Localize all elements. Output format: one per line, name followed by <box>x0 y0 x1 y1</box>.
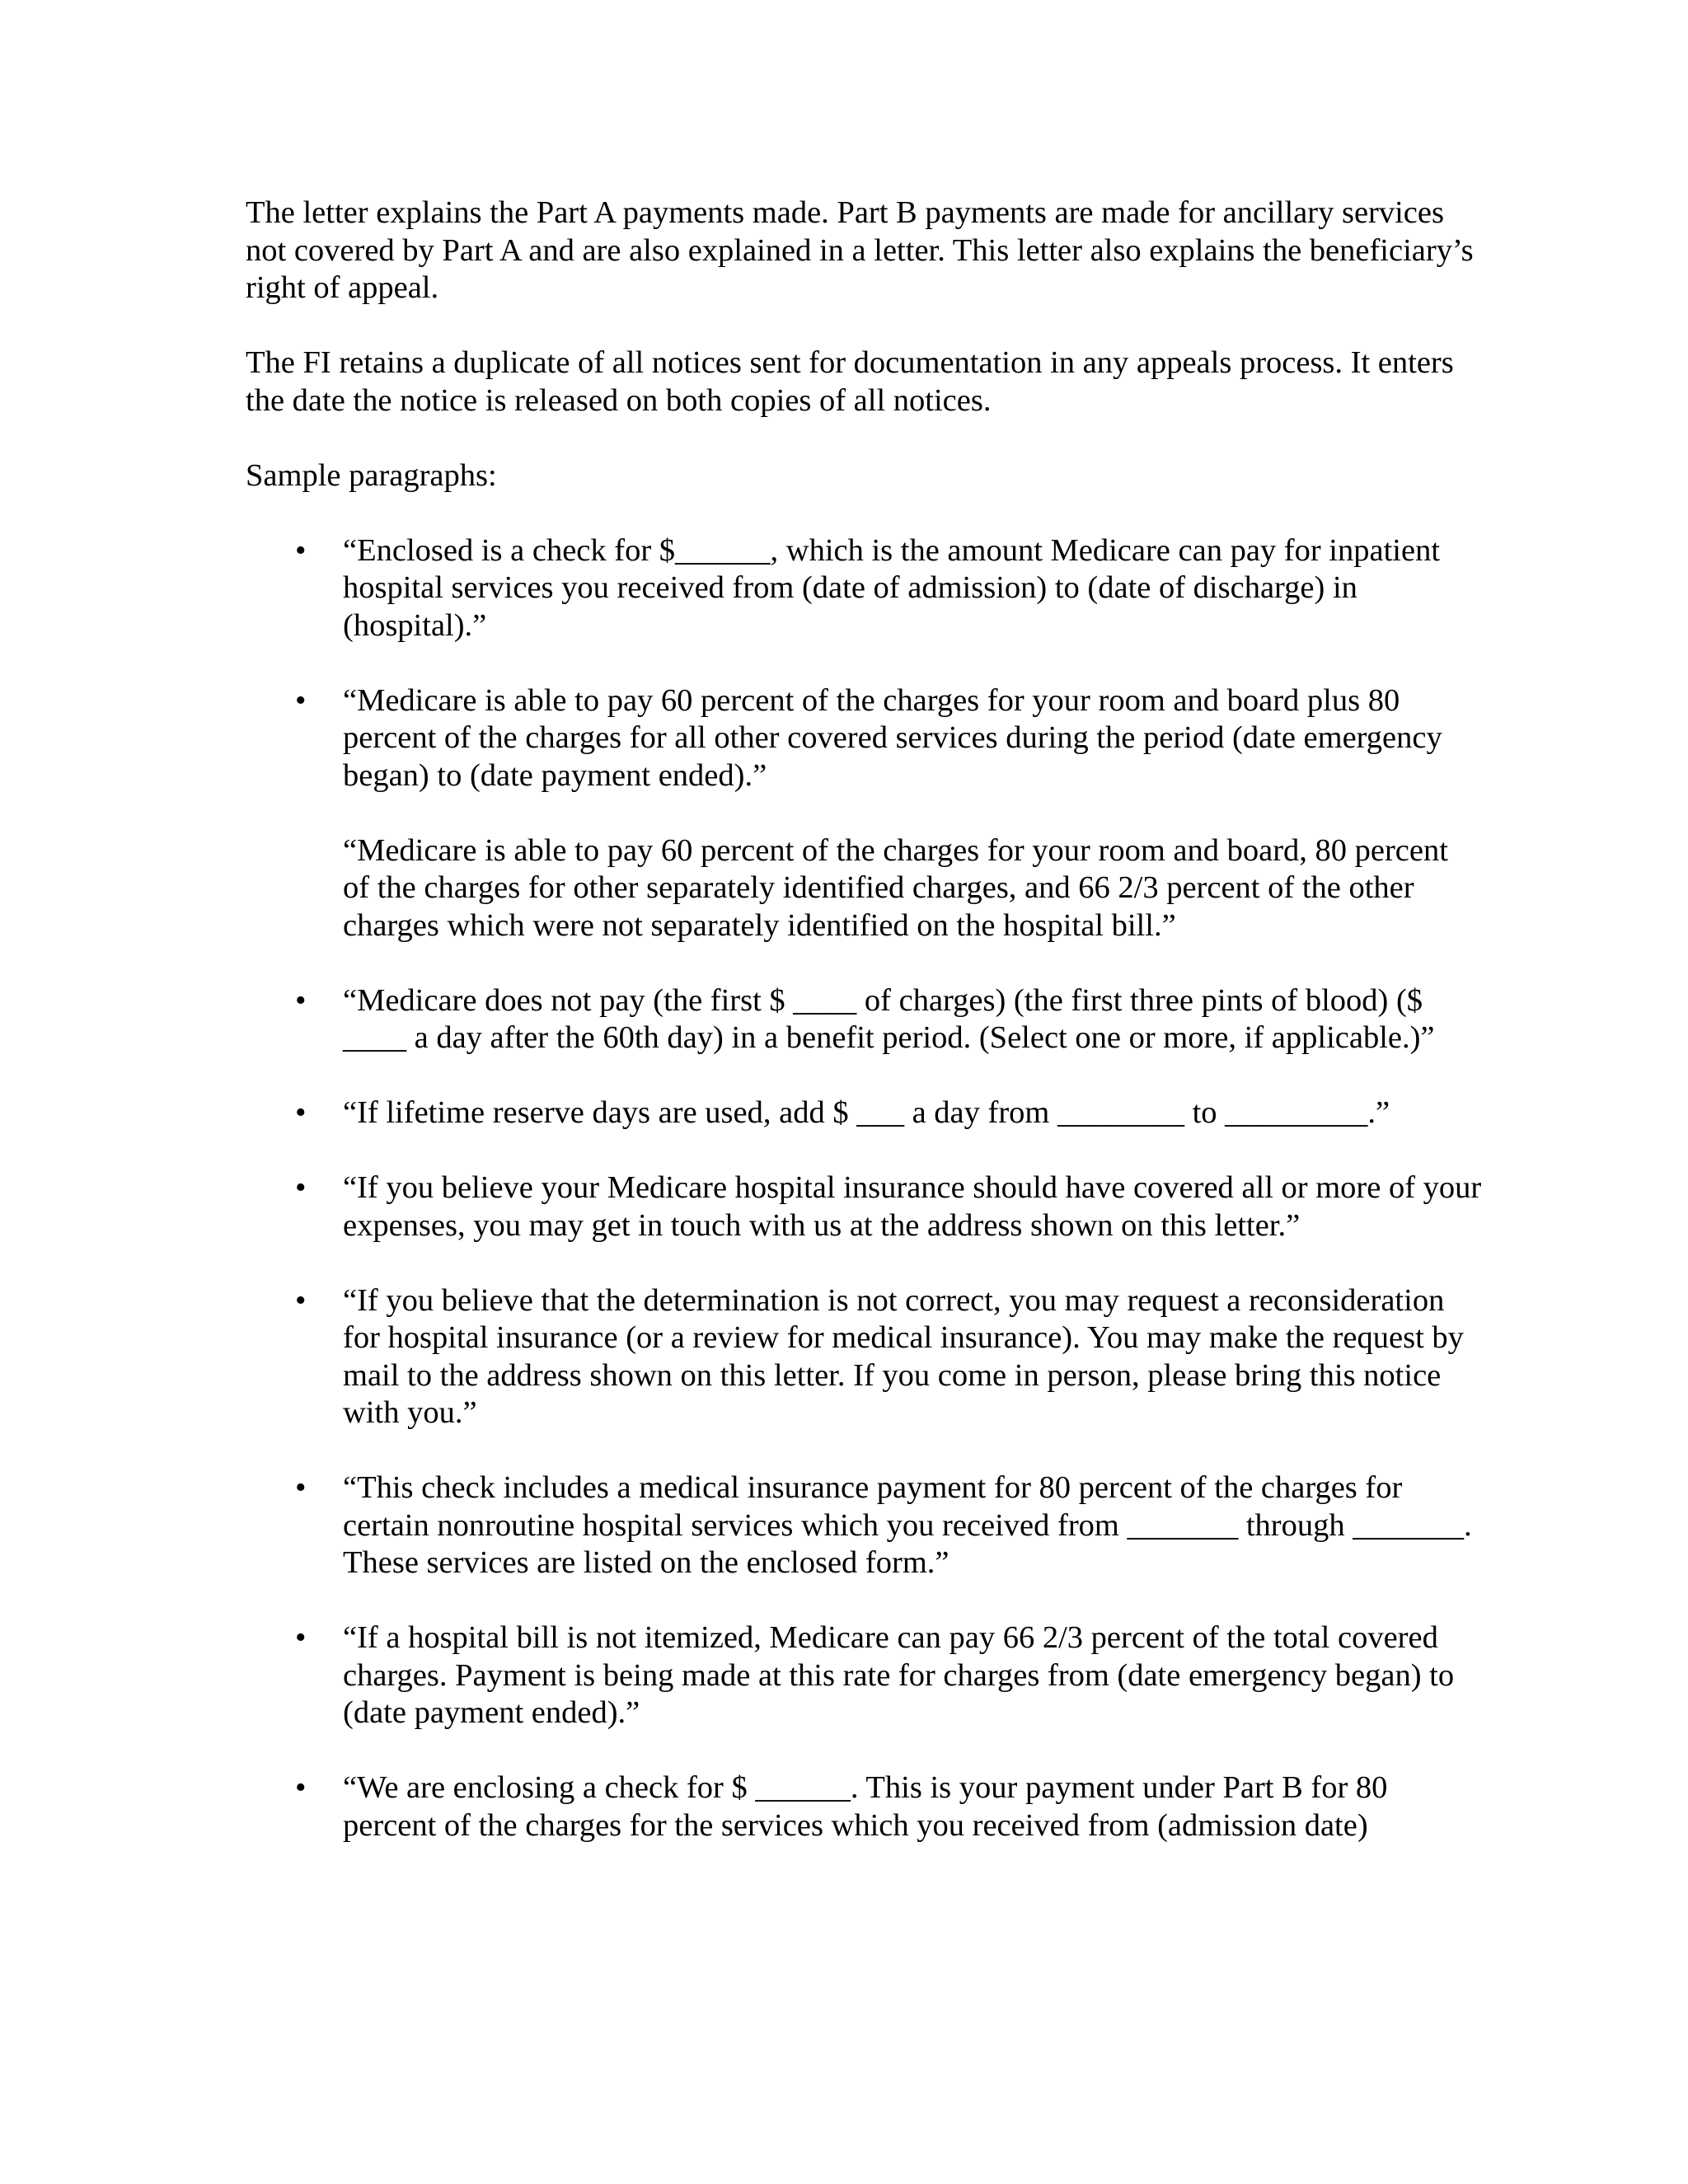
list-item-text: “This check includes a medical insurance payment for 80 percent of the charges for certain nonroutine hospital services which you received from _______ through _______. These services are listed on the enclosed form.” <box>343 1470 1472 1580</box>
bullet-icon: • <box>295 1095 307 1130</box>
list-item <box>246 532 1482 645</box>
list-item <box>246 1469 1482 1582</box>
bullet-icon: • <box>295 1620 307 1655</box>
sample-paragraphs-list <box>246 532 1482 1845</box>
list-item <box>246 1169 1482 1244</box>
bullet-icon: • <box>295 1282 307 1318</box>
bullet-icon: • <box>295 532 307 568</box>
list-item <box>246 1619 1482 1732</box>
list-item-text: “If a hospital bill is not itemized, Medicare can pay 66 2/3 percent of the total covered charges. Payment is being made at this rate for charges from (date emergency began) to (date payment ended).” <box>343 1620 1455 1730</box>
list-item-continuation-text: “Medicare is able to pay 60 percent of the charges for your room and board, 80 percent of the charges for other separately identified charges, and 66 2/3 percent of the other charges which were not separately identified on the hospital bill.” <box>343 832 1448 943</box>
document-page <box>246 194 1482 1882</box>
list-item-text: “If you believe that the determination is not correct, you may request a reconsideration for hospital insurance (or a review for medical insurance). You may make the request by mail to the address shown on this letter. If you come in person, please bring this notice with you.” <box>343 1282 1464 1430</box>
bullet-icon: • <box>295 1170 307 1205</box>
list-item <box>246 1282 1482 1432</box>
list-item-text: “Enclosed is a check for $______, which is the amount Medicare can pay for inpatient hospital services you received from (date of admission) to (date of discharge) in (hospital).” <box>343 532 1441 643</box>
list-item-text: “If lifetime reserve days are used, add $ ___ a day from ________ to _________.” <box>343 1095 1390 1130</box>
intro-paragraph-2: The FI retains a duplicate of all notices sent for documentation in any appeals process. It enters the date the notice is released on both copies of all notices. <box>246 345 1454 418</box>
bullet-icon: • <box>295 982 307 1018</box>
list-item <box>246 1769 1482 1844</box>
sample-paragraphs-heading: Sample paragraphs: <box>246 457 497 493</box>
list-item <box>246 982 1482 1057</box>
list-item-text: “Medicare is able to pay 60 percent of the charges for your room and board plus 80 percent of the charges for all other covered services during the period (date emergency began) to (date payment ended).” <box>343 682 1442 793</box>
bullet-icon: • <box>295 1770 307 1805</box>
bullet-icon: • <box>295 682 307 718</box>
list-item-text: “We are enclosing a check for $ ______. This is your payment under Part B for 80 percent of the charges for the services which you received from (admission date) <box>343 1770 1388 1843</box>
bullet-icon: • <box>295 1470 307 1505</box>
list-item-text: “If you believe your Medicare hospital insurance should have covered all or more of your expenses, you may get in touch with us at the address shown on this letter.” <box>343 1170 1482 1243</box>
list-item <box>246 1094 1482 1132</box>
list-item-text: “Medicare does not pay (the first $ ____ of charges) (the first three pints of blood) ($ ____ a day after the 60th day) in a benefit period. (Select one or more, if applicable.)” <box>343 982 1435 1055</box>
intro-paragraph-1: The letter explains the Part A payments made. Part B payments are made for ancillary services not covered by Part A and are also explained in a letter. This letter also explains the beneficiary’s right of appeal. <box>246 195 1474 305</box>
list-item <box>246 682 1482 945</box>
